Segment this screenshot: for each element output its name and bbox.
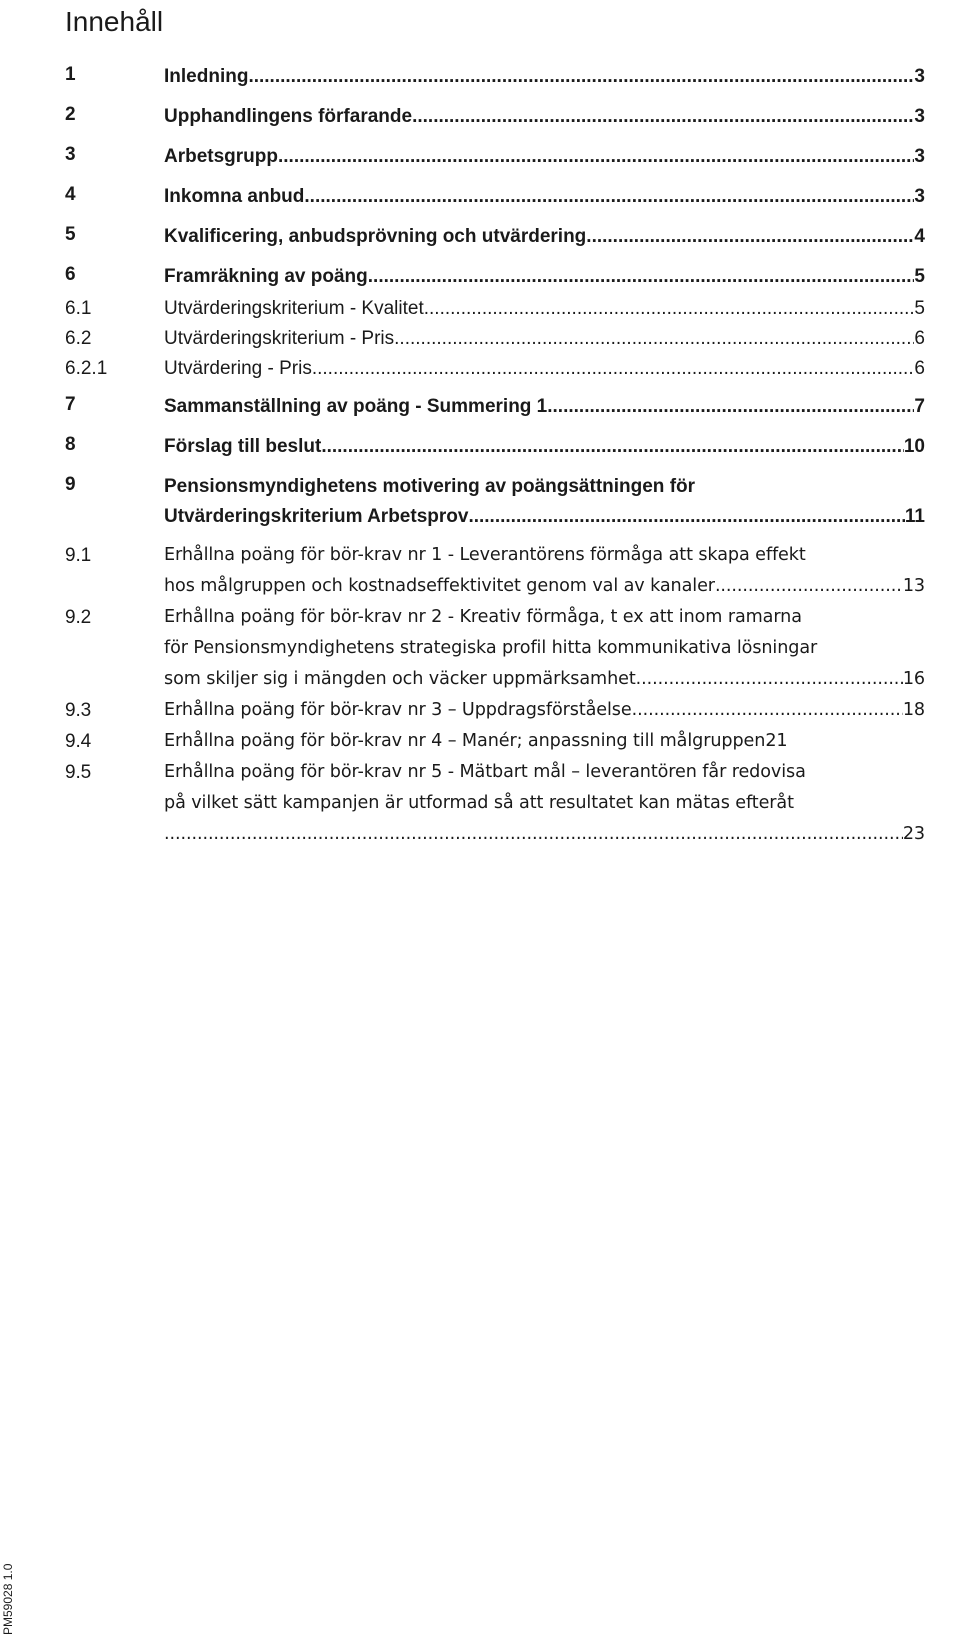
toc-page: 3 (914, 66, 925, 87)
toc-number: 4 (65, 184, 76, 205)
toc-text: hos målgruppen och kostnadseffektivitet genom val av kanaler (164, 576, 715, 596)
toc-leader (321, 432, 904, 462)
toc-text: Utvärderingskriterium - Pris (164, 328, 395, 349)
toc-number: 7 (65, 394, 76, 415)
toc-text: Inkomna anbud (164, 186, 305, 207)
toc-leader (424, 294, 915, 324)
toc-number: 9 (65, 474, 76, 495)
toc-text: Sammanställning av poäng - Summering 1 (164, 396, 548, 417)
toc-text: Arbetsgrupp (164, 146, 278, 167)
toc-page: 5 (914, 266, 925, 287)
toc-number: 2 (65, 104, 76, 125)
toc-page: 7 (914, 396, 925, 417)
toc-text: Framräkning av poäng (164, 266, 368, 287)
table-of-contents (65, 60, 925, 850)
toc-entry-9-4[interactable] (65, 726, 925, 757)
toc-page: 3 (914, 186, 925, 207)
toc-entry-4[interactable] (65, 180, 925, 220)
toc-entry-9-3[interactable] (65, 695, 925, 726)
toc-text: Erhållna poäng för bör-krav nr 4 – Manér; anpassning till målgruppen (164, 731, 766, 751)
toc-entry-6[interactable] (65, 260, 925, 294)
toc-page: 6 (914, 328, 925, 349)
toc-text-line: på vilket sätt kampanjen är utformad så att resultatet kan mätas efteråt (164, 793, 794, 813)
toc-text-line: för Pensionsmyndighetens strategiska profil hitta kommunikativa lösningar (164, 638, 818, 658)
toc-number: 9.3 (65, 700, 92, 721)
toc-text-line: Pensionsmyndighetens motivering av poängsättningen för (164, 476, 696, 497)
toc-leader (632, 695, 903, 726)
toc-text: Inledning (164, 66, 249, 87)
toc-page: 10 (903, 436, 925, 457)
toc-text: Kvalificering, anbudsprövning och utvärdering. (164, 226, 592, 247)
toc-page: 13 (902, 576, 925, 596)
toc-entry-9-5[interactable] (65, 757, 925, 850)
toc-page: 11 (904, 506, 925, 527)
toc-number: 6.2.1 (65, 358, 108, 379)
document-code: PM59028 1.0 (1, 1563, 15, 1635)
toc-entry-9-2[interactable] (65, 602, 925, 695)
toc-number: 6 (65, 264, 76, 285)
toc-entry-3[interactable] (65, 140, 925, 180)
toc-leader (636, 664, 903, 695)
toc-text: Erhållna poäng för bör-krav nr 3 – Uppdragsförståelse (164, 700, 632, 720)
toc-leader (412, 102, 914, 132)
toc-text: som skiljer sig i mängden och väcker uppmärksamhet (164, 669, 636, 689)
toc-entry-9[interactable] (65, 470, 925, 540)
toc-leader (304, 182, 914, 212)
toc-number: 1 (65, 64, 76, 85)
toc-number: 9.4 (65, 731, 92, 752)
toc-number: 3 (65, 144, 76, 165)
toc-leader (278, 142, 914, 172)
toc-leader (312, 354, 915, 384)
toc-page: 3 (914, 146, 925, 167)
toc-entry-6-1[interactable] (65, 294, 925, 324)
toc-entry-6-2-1[interactable] (65, 354, 925, 390)
toc-entry-6-2[interactable] (65, 324, 925, 354)
toc-page: 4 (914, 226, 925, 247)
toc-page: 16 (902, 669, 925, 689)
toc-leader (715, 571, 903, 602)
toc-text: Utvärderingskriterium Arbetsprov (164, 506, 469, 527)
toc-text-line: Erhållna poäng för bör-krav nr 5 - Mätbart mål – leverantören får redovisa (164, 762, 806, 782)
toc-number: 9.2 (65, 607, 92, 628)
toc-text-line: Erhållna poäng för bör-krav nr 1 - Leverantörens förmåga att skapa effekt (164, 545, 806, 565)
toc-number: 8 (65, 434, 76, 455)
toc-leader (468, 502, 904, 532)
toc-entry-5[interactable] (65, 220, 925, 260)
toc-entry-2[interactable] (65, 100, 925, 140)
toc-leader (248, 62, 914, 92)
toc-entry-7[interactable] (65, 390, 925, 430)
toc-entry-8[interactable] (65, 430, 925, 470)
toc-number: 6.2 (65, 328, 92, 349)
toc-page: 21 (765, 731, 788, 751)
toc-leader (547, 392, 914, 422)
toc-text: Förslag till beslut (164, 436, 322, 457)
toc-leader (368, 262, 915, 292)
toc-text: Upphandlingens förfarande (164, 106, 413, 127)
toc-number: 6.1 (65, 298, 92, 319)
toc-page: 23 (902, 824, 925, 844)
toc-number: 9.1 (65, 545, 92, 566)
toc-number: 9.5 (65, 762, 92, 783)
toc-text: Utvärderingskriterium - Kvalitet (164, 298, 424, 319)
toc-leader (164, 819, 903, 850)
toc-page: 3 (914, 106, 925, 127)
toc-text: Utvärdering - Pris (164, 358, 312, 379)
toc-title: Innehåll (65, 6, 164, 37)
toc-page: 5 (914, 298, 925, 319)
toc-leader (394, 324, 914, 354)
toc-entry-9-1[interactable] (65, 540, 925, 602)
toc-text-line: Erhållna poäng för bör-krav nr 2 - Kreativ förmåga, t ex att inom ramarna (164, 607, 802, 627)
toc-page: 18 (902, 700, 925, 720)
toc-page: 6 (914, 358, 925, 379)
toc-number: 5 (65, 224, 76, 245)
toc-leader (592, 222, 915, 252)
toc-entry-1[interactable] (65, 60, 925, 100)
